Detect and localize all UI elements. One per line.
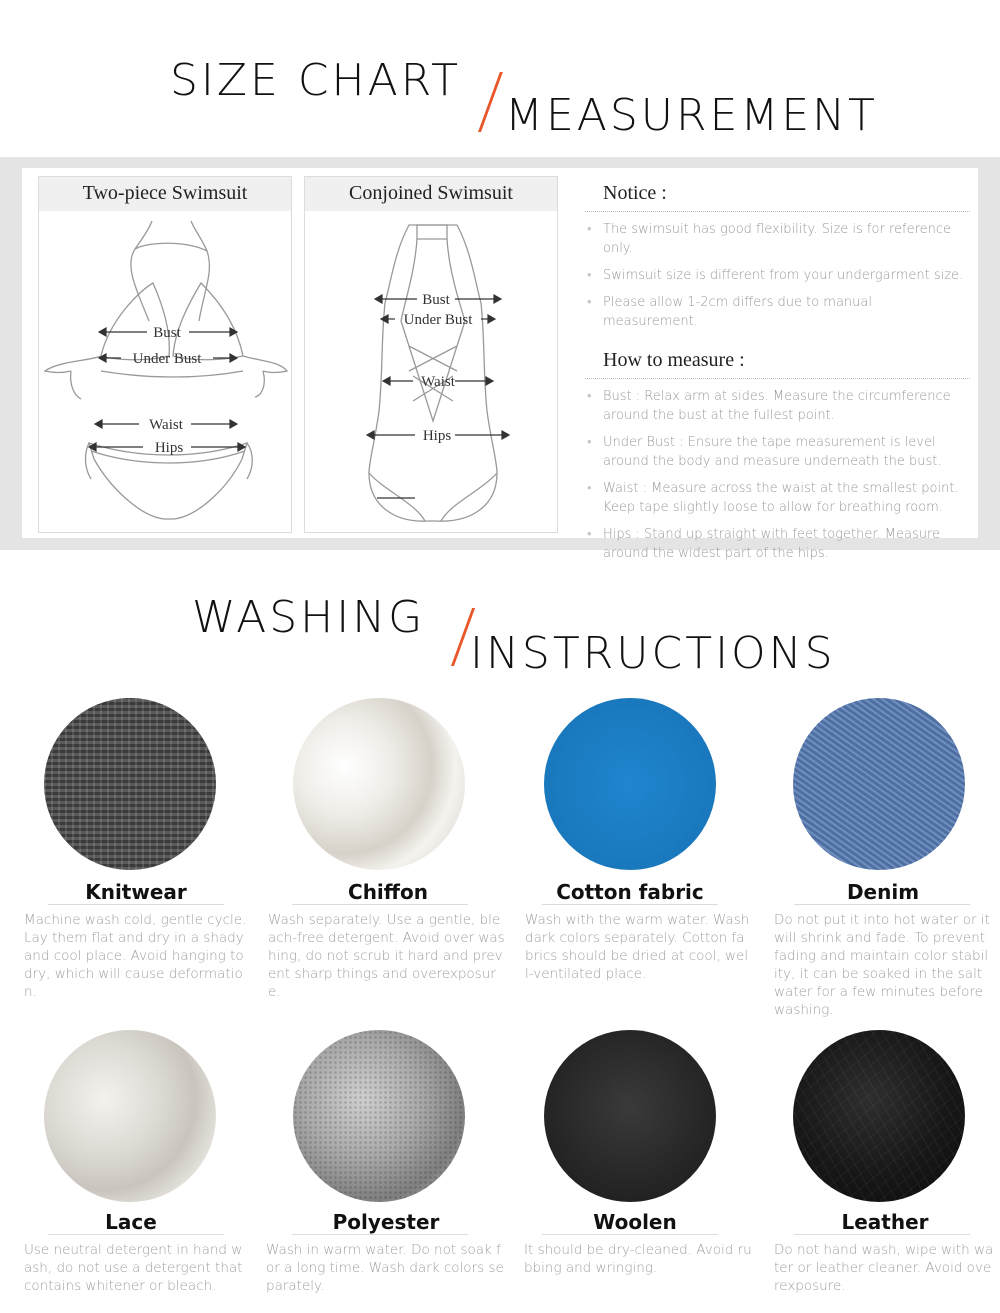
fabric-desc-knitwear: Machine wash cold, gentle cycle. Lay them flat and dry in a shady and cool place. Avoid hanging to dry, which will cause deformation.	[24, 912, 247, 1000]
conjoined-waist-label: Waist	[421, 374, 455, 390]
measure-item: • Bust : Relax arm at sides. Measure the circumference around the bust at the fullest point.	[585, 387, 970, 425]
fabric-divider	[794, 1234, 970, 1235]
fabric-name-lace: Lace	[105, 1210, 157, 1234]
fabric-divider	[48, 904, 224, 905]
size-chart-title: SIZE CHART	[170, 55, 461, 106]
measurement-title: MEASUREMENT	[505, 90, 878, 141]
two-piece-panel	[38, 176, 292, 533]
two-piece-swimsuit-diagram	[39, 211, 293, 533]
two-piece-title: Two-piece Swimsuit	[39, 177, 291, 211]
washing-title: WASHING	[192, 592, 426, 643]
fabric-desc-leather: Do not hand wash, wipe with water or leather cleaner. Avoid overexposure.	[774, 1242, 994, 1294]
measure-notes	[585, 182, 970, 571]
measure-item: • Under Bust : Ensure the tape measurement is level around the body and measure underneath the bust.	[585, 433, 970, 471]
fabric-name-polyester: Polyester	[332, 1210, 440, 1234]
polyester-swatch	[293, 1030, 465, 1202]
notice-item: • The swimsuit has good flexibility. Size is for reference only.	[585, 220, 970, 258]
fabric-divider	[292, 904, 468, 905]
fabric-divider	[542, 1234, 718, 1235]
woolen-swatch	[544, 1030, 716, 1202]
fabric-divider	[794, 904, 970, 905]
knitwear-swatch	[44, 698, 216, 870]
fabric-name-denim: Denim	[846, 880, 920, 904]
conjoined-bust-label: Bust	[422, 292, 450, 308]
fabric-desc-cotton: Wash with the warm water. Wash dark colors separately. Cotton fabrics should be dried at cool, well-ventilated place.	[525, 912, 750, 982]
fabric-desc-denim: Do not put it into hot water or it will shrink and fade. To prevent fading and maintain color stability, it can be soaked in the salt water for a few minutes before washing.	[774, 912, 990, 1018]
two-piece-waist-label: Waist	[149, 417, 183, 433]
fabric-name-leather: Leather	[841, 1210, 929, 1234]
conjoined-panel	[304, 176, 558, 533]
fabric-desc-lace: Use neutral detergent in hand wash, do not use a detergent that contains whitener or bleach.	[24, 1242, 243, 1294]
fabric-divider	[48, 1234, 224, 1235]
denim-swatch	[793, 698, 965, 870]
conjoined-title: Conjoined Swimsuit	[305, 177, 557, 211]
leather-swatch	[793, 1030, 965, 1202]
fabric-name-knitwear: Knitwear	[85, 880, 187, 904]
fabric-divider	[292, 1234, 468, 1235]
fabric-desc-woolen: It should be dry-cleaned. Avoid rubbing and wringing.	[524, 1242, 752, 1276]
measure-item: • Hips : Stand up straight with feet together. Measure around the widest part of the hips.	[585, 525, 970, 563]
chiffon-swatch	[293, 698, 465, 870]
lace-swatch	[44, 1030, 216, 1202]
fabric-name-woolen: Woolen	[593, 1210, 677, 1234]
fabric-divider	[542, 904, 718, 905]
notice-item: • Please allow 1-2cm differs due to manual measurement.	[585, 293, 970, 331]
how-to-measure-title: How to measure :	[585, 349, 970, 379]
fabric-desc-chiffon: Wash separately. Use a gentle, bleach-free detergent. Avoid over washing, do not scrub it hard and prevent sharp things and overexposure.	[268, 912, 505, 1000]
conjoined-hips-label: Hips	[422, 428, 452, 444]
cotton-fabric-swatch	[544, 698, 716, 870]
fabric-desc-polyester: Wash in warm water. Do not soak for a long time. Wash dark colors separately.	[266, 1242, 504, 1294]
conjoined-swimsuit-diagram	[305, 211, 559, 533]
fabric-name-cotton: Cotton fabric	[556, 880, 704, 904]
conjoined-under-bust-label: Under Bust	[403, 312, 473, 328]
fabric-name-chiffon: Chiffon	[348, 880, 428, 904]
instructions-title: INSTRUCTIONS	[470, 628, 836, 679]
notice-title: Notice :	[585, 182, 970, 212]
two-piece-under-bust-label: Under Bust	[132, 351, 202, 367]
notice-item: • Swimsuit size is different from your undergarment size.	[585, 266, 970, 285]
measure-item: • Waist : Measure across the waist at the smallest point. Keep tape slightly loose to allow for breathing room.	[585, 479, 970, 517]
title-slash-divider	[478, 72, 503, 132]
two-piece-hips-label: Hips	[154, 440, 184, 456]
two-piece-bust-label: Bust	[153, 325, 181, 341]
